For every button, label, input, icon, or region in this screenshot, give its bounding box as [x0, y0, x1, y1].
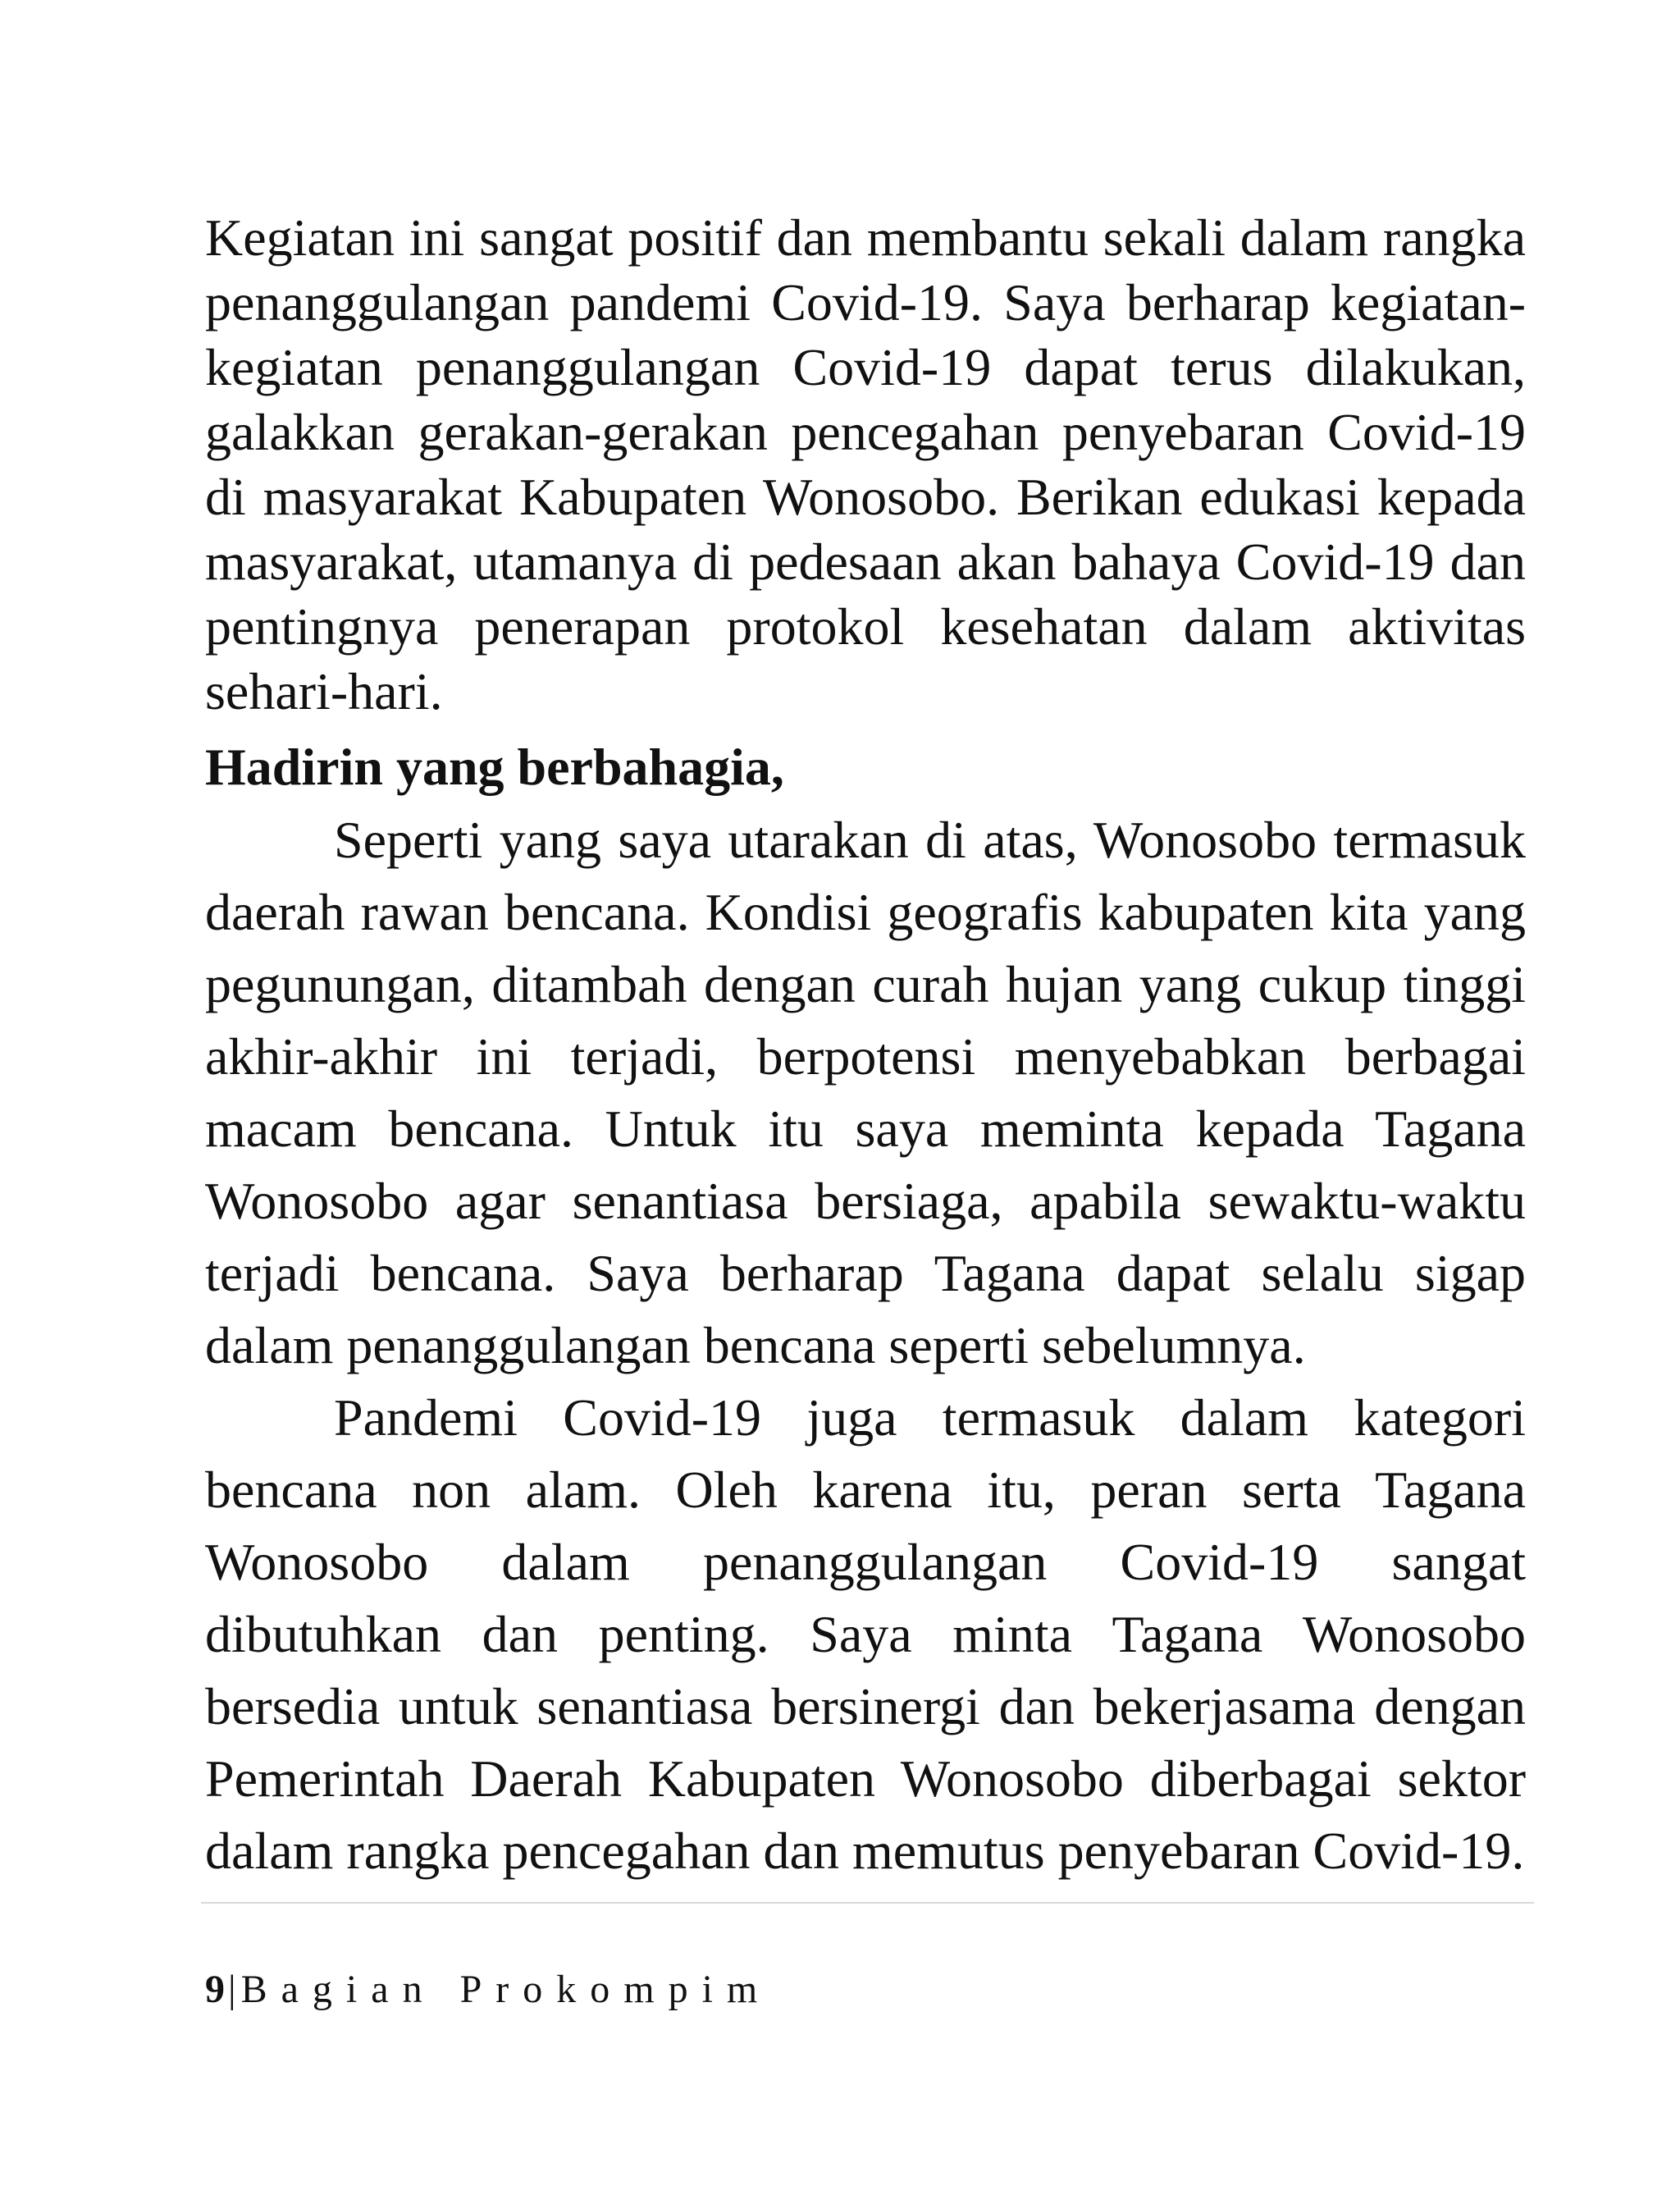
- footer-divider: [201, 1902, 1534, 1904]
- page-body: [205, 205, 1526, 1887]
- footer-separator: |: [228, 1968, 236, 2011]
- greeting-heading: Hadirin yang berbahagia,: [205, 738, 784, 796]
- paragraph-2: Seperti yang saya utarakan di atas, Wonosobo termasuk daerah rawan bencana. Kondisi geografis kabupaten kita yang pegunungan, ditambah dengan curah hujan yang cukup tinggi akhir-akhir ini terjadi, berpotensi menyebabkan berbagai macam bencana. Untuk itu saya meminta kepada Tagana Wonosobo agar senantiasa bersiaga, apabila sewaktu-waktu terjadi bencana. Saya berharap Tagana dapat selalu sigap dalam penanggulangan bencana seperti sebelumnya.: [205, 811, 1526, 1374]
- page-number: 9: [205, 1968, 225, 2011]
- footer-section-name: Bagian Prokompim: [240, 1968, 772, 2011]
- page-footer: [205, 1965, 771, 2014]
- paragraph-3: Pandemi Covid-19 juga termasuk dalam kategori bencana non alam. Oleh karena itu, peran serta Tagana Wonosobo dalam penanggulangan Covid-19 sangat dibutuhkan dan penting. Saya minta Tagana Wonosobo bersedia untuk senantiasa bersinergi dan bekerjasama dengan Pemerintah Daerah Kabupaten Wonosobo diberbagai sektor dalam rangka pencegahan dan memutus penyebaran Covid-19.: [205, 1388, 1526, 1880]
- paragraph-1: Kegiatan ini sangat positif dan membantu sekali dalam rangka penanggulangan pandemi Covid-19. Saya berharap kegiatan-kegiatan penanggulangan Covid-19 dapat terus dilakukan, galakkan gerakan-gerakan pencegahan penyebaran Covid-19 di masyarakat Kabupaten Wonosobo. Berikan edukasi kepada masyarakat, utamanya di pedesaan akan bahaya Covid-19 dan pentingnya penerapan protokol kesehatan dalam aktivitas sehari-hari.: [205, 208, 1526, 720]
